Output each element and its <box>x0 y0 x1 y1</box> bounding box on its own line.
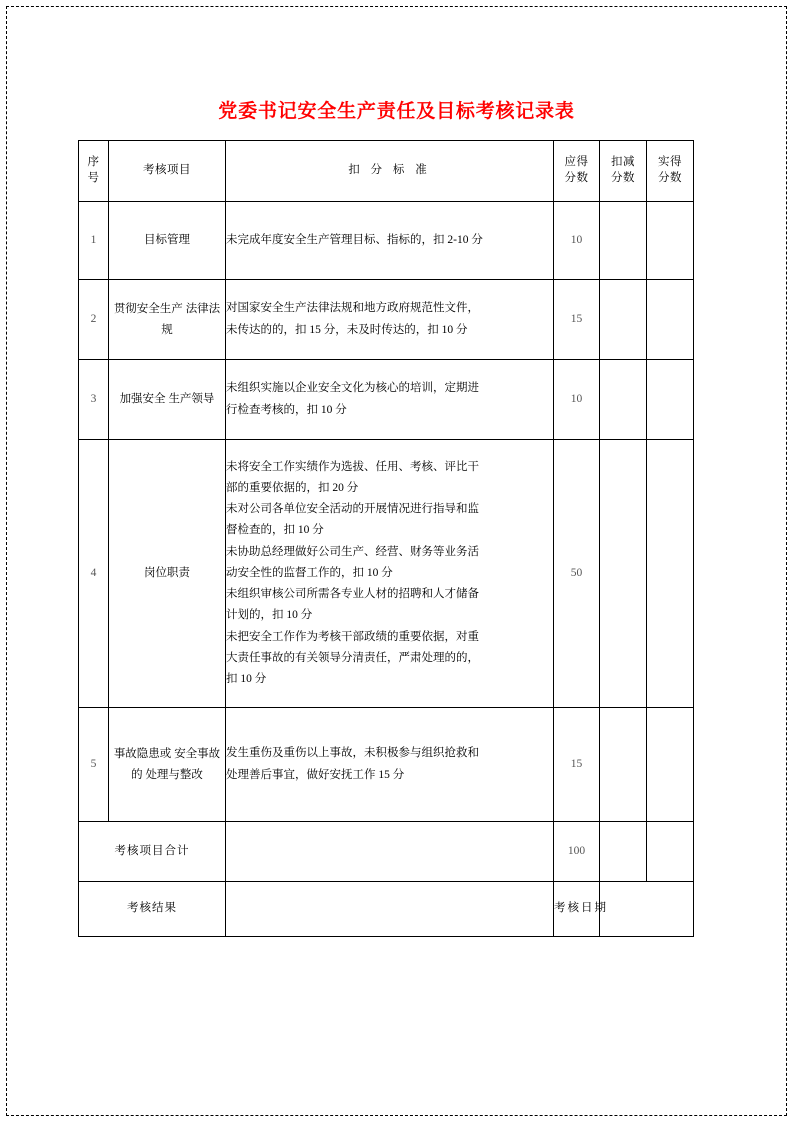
row-item-line: 贯彻安全生产 <box>113 302 183 315</box>
standard-line: 未对公司各单位安全活动的开展情况进行指导和监 <box>226 503 479 516</box>
standard-line: 行检查考核的，扣 10 分 <box>226 403 347 416</box>
total-due-score: 100 <box>554 822 600 882</box>
assessment-result-value[interactable] <box>226 882 554 937</box>
header-due-score-line1: 应得 <box>564 156 589 169</box>
header-deducted-score <box>600 141 647 202</box>
row-deduction-standard <box>226 440 554 708</box>
table-row <box>79 708 694 822</box>
header-due-score <box>554 141 600 202</box>
header-due-score-line2: 分数 <box>564 172 589 184</box>
row-due-score: 50 <box>554 440 600 708</box>
row-item-line: 生产领导 <box>168 393 215 406</box>
standard-line: 动安全性的监督工作的，扣 10 分 <box>226 566 393 579</box>
standard-line: 督检查的，扣 10 分 <box>226 524 324 537</box>
row-actual-score[interactable] <box>647 440 694 708</box>
row-item-line: 法律法规 <box>161 302 221 336</box>
row-sequence-no: 5 <box>79 708 109 822</box>
row-item-line: 加强安全 <box>119 393 166 406</box>
row-sequence-no: 1 <box>79 202 109 280</box>
standard-line: 未把安全工作作为考核干部政绩的重要依据，对重 <box>226 630 479 643</box>
row-sequence-no: 3 <box>79 360 109 440</box>
row-deduction-standard <box>226 708 554 822</box>
row-sequence-no: 2 <box>79 280 109 360</box>
total-actual-score[interactable] <box>647 822 694 882</box>
table-header-row <box>79 141 694 202</box>
row-sequence-no: 4 <box>79 440 109 708</box>
header-actual-score-line2: 分数 <box>658 172 682 184</box>
header-sequence-no-line1: 序 <box>87 156 100 169</box>
standard-line: 部的重要依据的，扣 20 分 <box>226 481 359 494</box>
row-item-line: 目标管理 <box>144 234 190 247</box>
row-deducted-score[interactable] <box>600 280 647 360</box>
standard-line: 扣 10 分 <box>226 673 267 686</box>
row-assessment-item <box>109 708 226 822</box>
header-sequence-no <box>79 141 109 202</box>
row-due-score: 15 <box>554 708 600 822</box>
standard-line: 对国家安全生产法律法规和地方政府规范性文件， <box>226 302 479 315</box>
standard-line: 计划的，扣 10 分 <box>226 609 313 622</box>
header-sequence-no-line2: 号 <box>87 172 100 184</box>
row-deduction-standard <box>226 360 554 440</box>
header-actual-score <box>647 141 694 202</box>
standard-line: 处理善后事宜，做好安抚工作 15 分 <box>226 768 405 781</box>
standard-line: 未组织实施以企业安全文化为核心的培训，定期进 <box>226 382 479 395</box>
table-row <box>79 440 694 708</box>
row-actual-score[interactable] <box>647 280 694 360</box>
row-due-score: 10 <box>554 360 600 440</box>
assessment-date-value[interactable] <box>600 882 694 937</box>
standard-line: 未完成年度安全生产管理目标、指标的，扣 2-10 分 <box>226 233 483 246</box>
row-deducted-score[interactable] <box>600 708 647 822</box>
row-deducted-score[interactable] <box>600 360 647 440</box>
row-item-line: 安全事故的 <box>131 747 221 781</box>
row-deducted-score[interactable] <box>600 440 647 708</box>
row-item-line: 事故隐患或 <box>113 747 172 760</box>
total-deducted-score[interactable] <box>600 822 647 882</box>
total-standard-blank <box>226 822 554 882</box>
row-assessment-item <box>109 202 226 280</box>
row-item-line: 岗位职责 <box>144 567 190 580</box>
table-row <box>79 360 694 440</box>
table-row <box>79 280 694 360</box>
row-assessment-item <box>109 360 226 440</box>
row-actual-score[interactable] <box>647 360 694 440</box>
table-result-row <box>79 882 694 937</box>
header-deducted-score-line1: 扣减 <box>611 156 635 169</box>
row-assessment-item <box>109 440 226 708</box>
row-due-score: 10 <box>554 202 600 280</box>
table-row <box>79 202 694 280</box>
assessment-record-table <box>78 140 694 937</box>
header-actual-score-line1: 实得 <box>658 156 682 169</box>
row-assessment-item <box>109 280 226 360</box>
header-deduction-standard: 扣 分 标 准 <box>226 141 554 202</box>
standard-line: 未组织审核公司所需各专业人材的招聘和人才储备 <box>226 588 479 601</box>
row-item-line: 处理与整改 <box>145 768 203 781</box>
standard-line: 发生重伤及重伤以上事故，未积极参与组织抢救和 <box>226 747 479 760</box>
row-actual-score[interactable] <box>647 708 694 822</box>
standard-line: 未协助总经理做好公司生产、经营、财务等业务活 <box>226 545 479 558</box>
standard-line: 未传达的的，扣 15 分，未及时传达的，扣 10 分 <box>226 323 468 336</box>
assessment-date-label: 考核日期 <box>554 882 600 937</box>
total-label: 考核项目合计 <box>79 822 226 882</box>
row-deduction-standard <box>226 202 554 280</box>
row-actual-score[interactable] <box>647 202 694 280</box>
header-deducted-score-line2: 分数 <box>611 172 635 184</box>
page-title: 党委书记安全生产责任及目标考核记录表 <box>218 101 575 122</box>
row-deducted-score[interactable] <box>600 202 647 280</box>
row-due-score: 15 <box>554 280 600 360</box>
standard-line: 未将安全工作实绩作为选拔、任用、考核、评比干 <box>226 460 479 473</box>
assessment-result-label: 考核结果 <box>79 882 226 937</box>
table-total-row <box>79 822 694 882</box>
row-deduction-standard <box>226 280 554 360</box>
header-assessment-item: 考核项目 <box>109 141 226 202</box>
standard-line: 大责任事故的有关领导分清责任，严肃处理的的， <box>226 651 479 664</box>
